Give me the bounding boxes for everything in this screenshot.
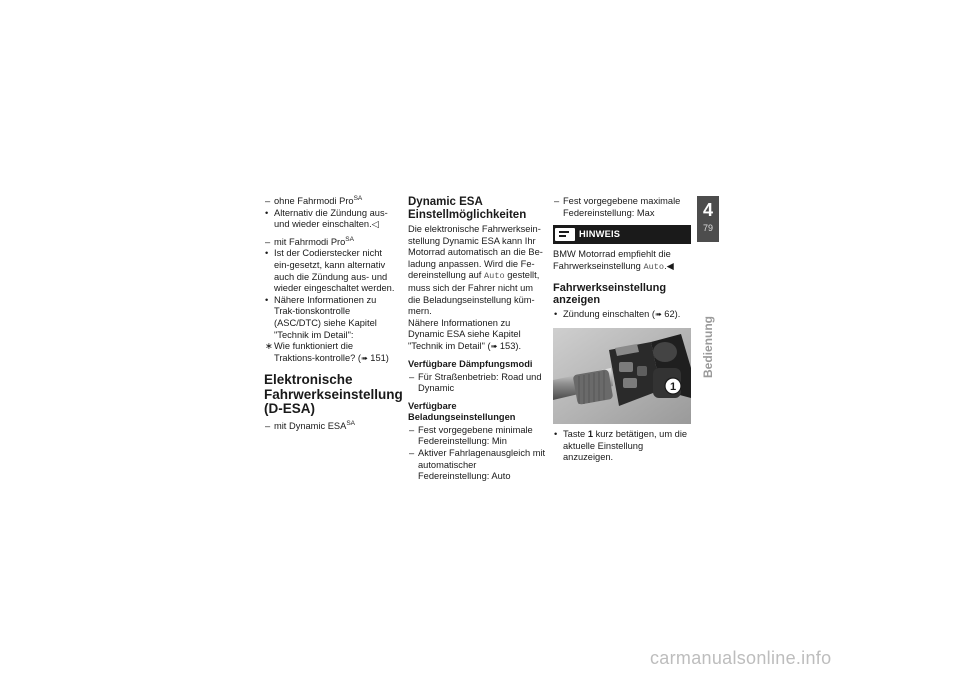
chapter-tab xyxy=(697,196,719,242)
chapter-side-title: Bedienung xyxy=(701,316,715,378)
section-heading: Elektronische Fahrwerkseinstellung (D-ESA) xyxy=(264,372,403,417)
watermark: carmanualsonline.info xyxy=(650,648,832,668)
reference-item: ∗ Wie funktioniert die Traktions-kontrolle? (➠ 151) xyxy=(265,341,389,363)
page-ref-arrow-icon: ➠ xyxy=(360,353,368,363)
paragraph: Nähere Informationen zu Dynamic ESA siehe Kapitel "Technik im Detail" (➠ 153). xyxy=(408,317,522,351)
callout-label: 1 xyxy=(669,380,677,393)
info-book-icon xyxy=(555,228,575,241)
section-heading: Dynamic ESA Einstellmöglichkeiten xyxy=(408,196,527,221)
bullet-item: • Ist der Codierstecker nicht ein-gesetzt, kann alternativ auch die Zündung aus- und wieder eingeschaltet werden. xyxy=(265,248,395,294)
bullet-item: • Alternativ die Zündung aus- und wieder einschalten.◁ xyxy=(265,207,388,230)
bullet-item: • Nähere Informationen zu Trak-tionskontrolle (ASC/DTC) siehe Kapitel "Technik im Detail": xyxy=(265,294,377,340)
page-ref-arrow-icon: ➠ xyxy=(655,310,662,320)
paragraph: Die elektronische Fahrwerksein-stellung Dynamic ESA kann Ihr Motorrad automatisch an die Be-ladung anpassen. Wird die Fe-dereinstellung auf Auto gestellt, muss sich der Fahrer nicht um die Beladungseinstellung küm-mern. xyxy=(408,224,543,317)
variant-line: – mit Fahrmodi Pro$^{SA}$ xyxy=(265,235,354,247)
column-3 xyxy=(553,196,691,464)
list-item: – Fest vorgegebene maximale Federeinstellung: Max xyxy=(554,196,681,218)
section-heading: Fahrwerkseinstellung anzeigen xyxy=(553,282,667,307)
list-item: – Fest vorgegebene minimale Federeinstellung: Min xyxy=(409,424,533,447)
page-ref-arrow-icon: ➠ xyxy=(490,341,498,351)
variant-line: – mit Dynamic $ESA^{SA}$ xyxy=(265,419,355,431)
handlebar-switch-photo xyxy=(553,328,691,424)
star-icon: ∗ xyxy=(265,341,273,352)
sub-heading: Verfügbare Dämpfungsmodi xyxy=(408,358,533,369)
bullet-item: • Taste 1 kurz betätigen, um die aktuelle Einstellung anzuzeigen. xyxy=(554,428,688,463)
variant-line: – ohne Fahrmodi Pro$^{SA}$ xyxy=(265,194,363,206)
page-number: 79 xyxy=(702,223,713,233)
chapter-number: 4 xyxy=(702,200,713,220)
column-1 xyxy=(264,194,403,432)
hint-box: HINWEIS xyxy=(553,225,691,244)
list-item: – Für Straßenbetrieb: Road und Dynamic xyxy=(409,371,542,394)
sub-heading: Verfügbare Beladungseinstellungen xyxy=(408,400,516,422)
list-item: – Aktiver Fahrlagenausgleich mit automatischer Federeinstellung: Auto xyxy=(409,447,546,482)
column-2 xyxy=(408,196,546,483)
hint-text: BMW Motorrad empfiehlt die Fahrwerkseinstellung Auto.◀ xyxy=(553,249,674,272)
bullet-item: • Zündung einschalten (➠ 62). xyxy=(554,309,681,320)
